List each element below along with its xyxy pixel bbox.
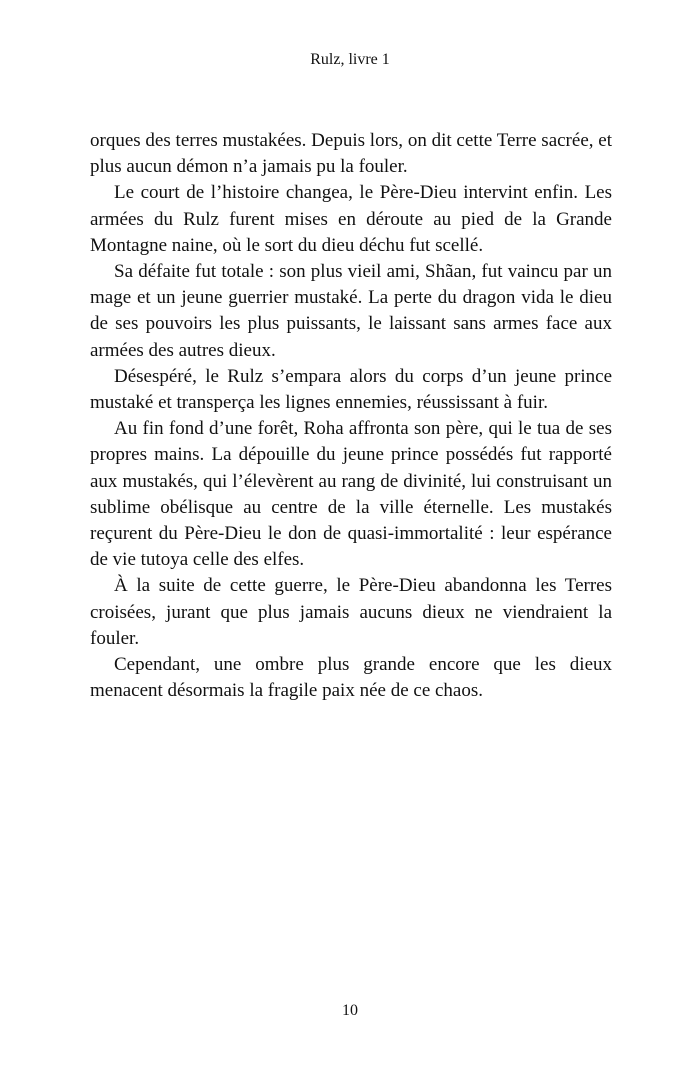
- paragraph: À la suite de cette guerre, le Père-Dieu abandonna les Terres croisées, jurant que plus jamais aucuns dieux ne viendraient la fouler.: [90, 575, 612, 649]
- paragraph-continued: orques des terres mustakées. Depuis lors, on dit cette Terre sacrée, et plus aucun démon n’a jamais pu la fouler.: [90, 130, 612, 178]
- paragraph: Au fin fond d’une forêt, Roha affronta son père, qui le tua de ses propres mains. La dépouille du jeune prince possédés fut rapporté aux mustakés, qui l’élevèrent au rang de divinité, lui construisant un sublime obélisque au centre de la ville éternelle. Les mustakés reçurent du Père-Dieu le don de quasi-immortalité : leur espérance de vie tutoya celle des elfes.: [90, 418, 612, 571]
- paragraph: Le court de l’histoire changea, le Père-Dieu intervint enfin. Les armées du Rulz furent mises en déroute au pied de la Grande Montagne naine, où le sort du dieu déchu fut scellé.: [90, 182, 612, 256]
- paragraph: Cependant, une ombre plus grande encore que les dieux menacent désormais la fragile paix née de ce chaos.: [90, 654, 612, 702]
- page-number: 10: [342, 1002, 358, 1019]
- paragraph: Désespéré, le Rulz s’empara alors du corps d’un jeune prince mustaké et transperça les lignes ennemies, réussissant à fuir.: [90, 365, 612, 414]
- body-text: [90, 128, 612, 704]
- paragraph: Sa défaite fut totale : son plus vieil ami, Shãan, fut vaincu par un mage et un jeune guerrier mustaké. La perte du dragon vida le dieu de ses pouvoirs les plus puissants, le laissant sans armes face aux armées des autres dieux.: [90, 261, 612, 361]
- running-header: Rulz, livre 1: [310, 51, 390, 68]
